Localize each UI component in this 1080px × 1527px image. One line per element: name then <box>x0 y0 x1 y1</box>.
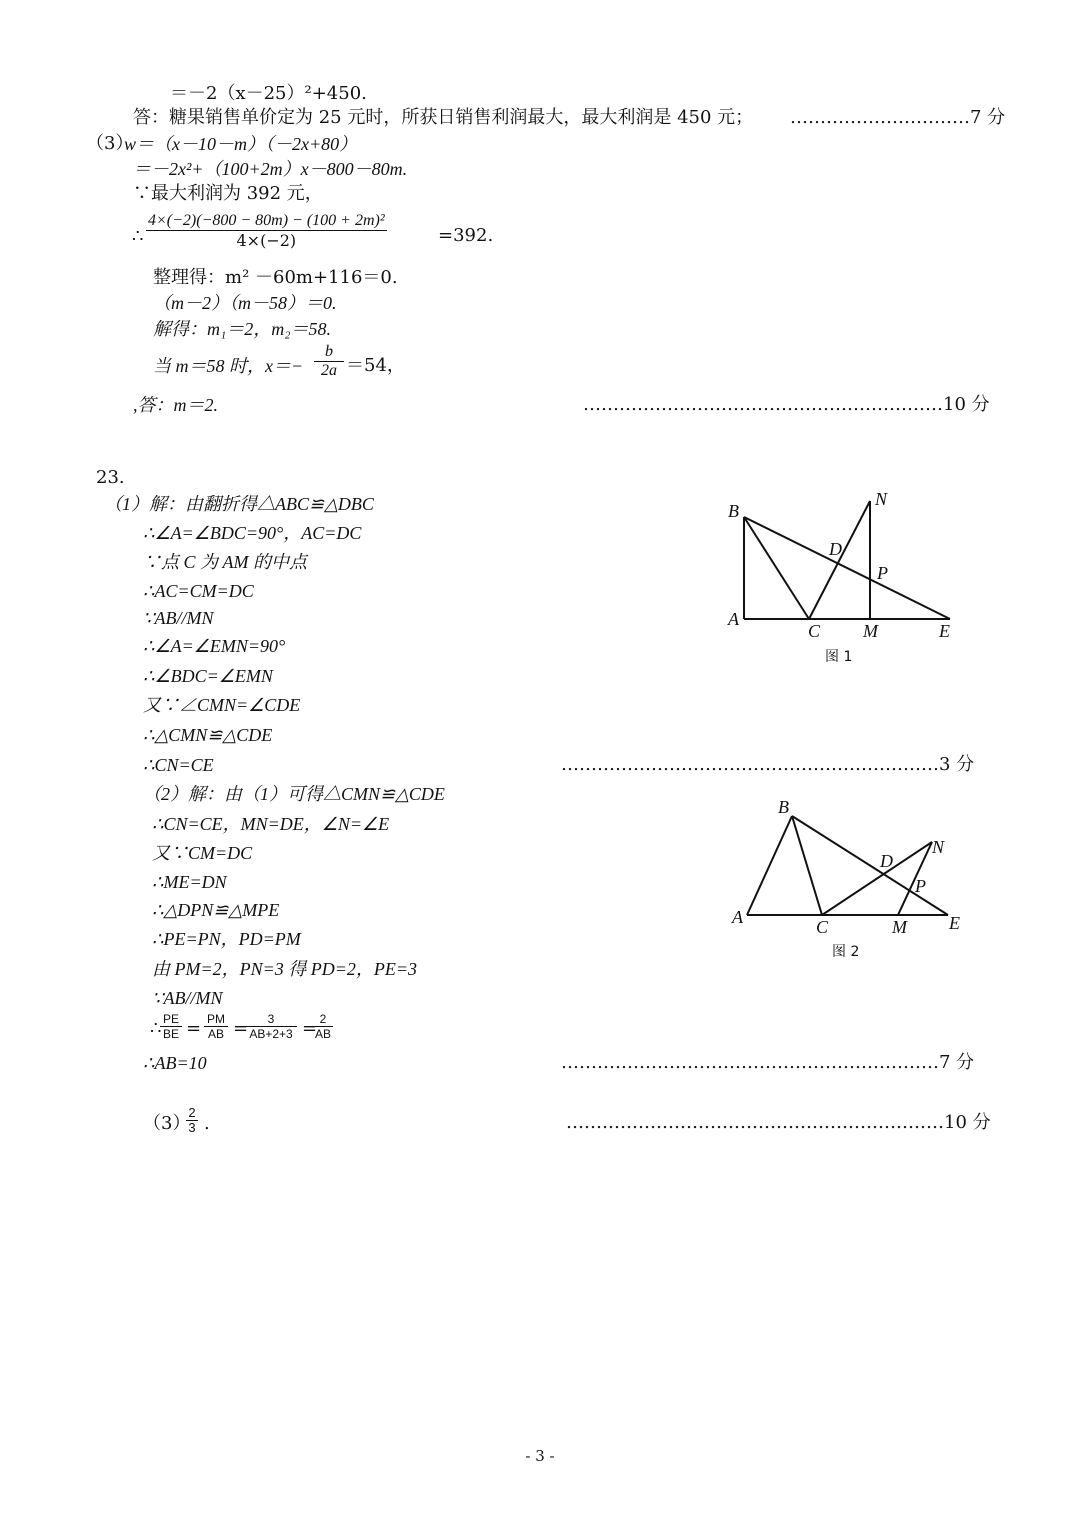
q23-p2-step: ∵AB//MN <box>152 988 223 1008</box>
q22-fraction-equals: =392. <box>438 225 494 246</box>
q23-p1-step: ∴△CMN≌△CDE <box>143 725 273 745</box>
q23-ratio-frac-2 <box>204 1012 228 1041</box>
fig2-label: D <box>880 851 893 871</box>
q23-ratio-f4-den: AB <box>314 1027 331 1041</box>
q23-ratio-eq-2: = <box>233 1018 249 1039</box>
q23-p2-step: ∴CN=CE，MN=DE，∠N=∠E <box>152 814 390 834</box>
q22-therefore: ∴ <box>132 226 144 247</box>
q23-score-3: ………………………………………………………3 分 <box>561 754 975 775</box>
q23-p2-step: ∴PE=PN，PD=PM <box>152 929 301 949</box>
fig2-label: P <box>915 876 926 896</box>
q23-ratio-frac-4 <box>313 1012 333 1041</box>
fig2-caption: 图 2 <box>832 944 860 960</box>
fig1-label: E <box>939 621 950 641</box>
fig1-label: M <box>863 621 878 641</box>
q23-p1-step: ∴∠A=∠BDC=90°，AC=DC <box>143 523 362 543</box>
q22-part3-expand: ＝－2x²+（100+2m）x－800－80m. <box>133 159 408 179</box>
q23-p3-num: 2 <box>188 1105 196 1120</box>
q22-when-suffix: ＝54， <box>346 355 405 376</box>
q22-part3-w: w＝（x－10－m）（－2x+80） <box>124 134 358 154</box>
fig1-segment-be <box>744 517 950 619</box>
fig1-caption: 图 1 <box>825 649 853 665</box>
q23-p1-step: ∴∠BDC=∠EMN <box>143 666 273 686</box>
q23-ratio-eq-3: = <box>302 1018 318 1039</box>
fig1-label: B <box>728 501 739 521</box>
q22-when-denominator: 2a <box>321 362 337 379</box>
q22-score-7: …………………………7 分 <box>790 107 1006 128</box>
q22-when-fraction <box>314 343 344 380</box>
q22-score-10: ……………………………………………………10 分 <box>583 394 990 415</box>
q23-ratio-f4-num: 2 <box>319 1012 327 1026</box>
fig2-label: M <box>892 917 907 937</box>
q22-simplify: 整理得：m² －60m+116＝0. <box>153 267 398 288</box>
figure-1-lines <box>744 501 950 619</box>
fig1-label: P <box>877 563 888 583</box>
fig1-label: N <box>875 489 888 509</box>
q22-final-answer: ,答：m＝2. <box>133 395 218 415</box>
q23-part3-dot: . <box>204 1113 210 1134</box>
q22-fraction-numerator: 4×(−2)(−800 − 80m) − (100 + 2m)² <box>148 212 385 229</box>
q23-score-7: ………………………………………………………7 分 <box>561 1052 975 1073</box>
q23-p2-step: ∴△DPN≌△MPE <box>152 900 280 920</box>
q22-when-numerator: b <box>325 343 333 360</box>
q23-number: 23. <box>96 467 125 488</box>
q23-part1-head: （1）解：由翻折得△ABC≌△DBC <box>104 494 374 514</box>
q23-p3-den: 3 <box>188 1120 196 1135</box>
q23-ratio-f1-den: BE <box>162 1027 179 1041</box>
fig2-segment-be <box>792 816 948 915</box>
q23-p1-step: ∴AC=CM=DC <box>143 581 254 601</box>
q23-score-10: ………………………………………………………10 分 <box>566 1112 991 1133</box>
fig2-label: E <box>949 913 960 933</box>
fig2-segment-bc <box>792 816 822 915</box>
figure-2 <box>720 795 970 965</box>
q22-factor: （m－2）（m－58）＝0. <box>153 293 337 313</box>
q22-when-prefix: 当 m＝58 时，x＝− <box>153 356 304 376</box>
q23-p1-step: ∵AB//MN <box>143 608 214 628</box>
q23-p1-step: ∴CN=CE <box>143 755 214 775</box>
q23-ratio-f2-den: AB <box>207 1027 224 1041</box>
q22-line-equation: ＝－2（x－25）²+450. <box>170 83 367 104</box>
fig2-segment-ab <box>747 816 792 915</box>
q23-part3-fraction <box>186 1106 198 1135</box>
q23-p1-step: ∵点 C 为 AM 的中点 <box>143 552 307 572</box>
q23-ratio-frac-1 <box>160 1012 182 1041</box>
page-number: - 3 - <box>525 1447 555 1465</box>
q22-because-max: ∵最大利润为 392 元， <box>133 183 323 204</box>
q23-p2-step: 由 PM=2，PN=3 得 PD=2，PE=3 <box>152 959 418 979</box>
q22-fraction <box>146 212 387 250</box>
fig1-label: C <box>808 621 821 641</box>
q23-part3-label: （3） <box>143 1113 191 1134</box>
q23-part2-head: （2）解：由（1）可得△CMN≌△CDE <box>143 784 445 804</box>
q23-ratio-frac-3 <box>245 1012 297 1041</box>
figure-2-lines <box>747 816 948 915</box>
fig2-label: N <box>932 837 945 857</box>
q23-ab-result: ∴AB=10 <box>143 1053 207 1073</box>
fig2-label: B <box>778 797 789 817</box>
figure-1 <box>720 485 970 670</box>
fig1-segment-cn <box>809 501 870 619</box>
fig1-label: A <box>728 609 739 629</box>
fig2-label: C <box>816 917 829 937</box>
q22-part3-label: （3） <box>86 133 134 154</box>
q23-ratio-f3-num: 3 <box>267 1012 275 1026</box>
fig1-label: D <box>829 539 842 559</box>
q23-p2-step: 又∵CM=DC <box>152 843 253 863</box>
q23-p2-step: ∴ME=DN <box>152 872 227 892</box>
q22-answer-part2: 答：糖果销售单价定为 25 元时，所获日销售利润最大，最大利润是 450 元； <box>133 107 754 128</box>
q23-ratio-f3-den: AB+2+3 <box>249 1027 293 1041</box>
q23-p1-step: 又∵∠CMN=∠CDE <box>143 695 301 715</box>
q23-ratio-f1-num: PE <box>162 1012 179 1026</box>
fig2-label: A <box>732 907 743 927</box>
q23-ratio-eq-1: = <box>186 1018 202 1039</box>
q22-fraction-denominator: 4×(−2) <box>236 231 297 250</box>
q22-solve: 解得：m₁＝2，m₂＝58. <box>153 319 332 339</box>
q23-p1-step: ∴∠A=∠EMN=90° <box>143 636 286 656</box>
q23-ratio-therefore: ∴ <box>150 1018 162 1039</box>
q23-ratio-f2-num: PM <box>207 1012 225 1026</box>
